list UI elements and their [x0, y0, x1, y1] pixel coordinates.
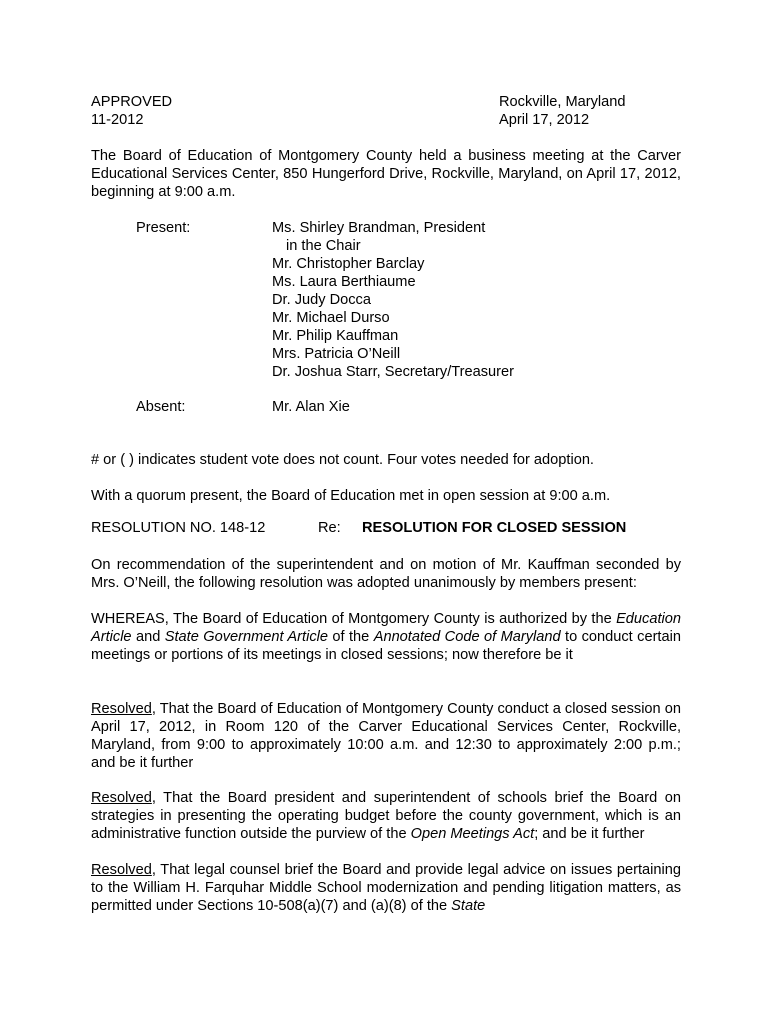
resolved-paragraph-3 — [91, 861, 681, 915]
present-member: Mr. Philip Kauffman — [272, 328, 399, 344]
meeting-date: April 17, 2012 — [499, 112, 590, 128]
quorum-statement: With a quorum present, the Board of Education met in open session at 9:00 a.m. — [91, 488, 611, 504]
absent-list — [272, 398, 350, 416]
whereas-lead: WHEREAS, The Board of Education of Montgomery County is authorized by the — [91, 611, 612, 627]
present-list — [272, 219, 514, 381]
resolved-label: Resolved — [91, 862, 152, 878]
absent-label: Absent: — [136, 399, 186, 415]
present-member: Mr. Michael Durso — [272, 310, 390, 326]
resolved-label: Resolved — [91, 701, 152, 717]
present-member: Dr. Judy Docca — [272, 292, 371, 308]
whereas-paragraph — [91, 610, 681, 664]
resolved-paragraph-1 — [91, 700, 681, 772]
present-member: Dr. Joshua Starr, Secretary/Treasurer — [272, 364, 514, 380]
resolved-text: , That legal counsel brief the Board and provide legal advice on issues pertaining to the William H. Farquhar Middle School modernization and pending litigation matters, as permitted under Sections 10-508(a)(7) and (a)(8) of the — [91, 862, 681, 914]
present-member: Ms. Shirley Brandman, President — [272, 220, 486, 236]
resolved-text: , That the Board president and superintendent of schools brief the Board on strategies in presenting the operating budget before the county government, which is an administrative function outside the purview of the — [91, 790, 681, 842]
header-right — [499, 93, 626, 129]
resolved-tail: ; and be it further — [534, 826, 645, 842]
state-government-article: State Government Article — [164, 629, 328, 645]
present-member: in the Chair — [286, 238, 361, 254]
resolution-number: RESOLUTION NO. 148-12 — [91, 520, 266, 536]
resolved-paragraph-2 — [91, 789, 681, 843]
resolution-title: RESOLUTION FOR CLOSED SESSION — [362, 520, 627, 536]
meeting-location: Rockville, Maryland — [499, 94, 626, 110]
state-reference: State — [451, 898, 486, 914]
resolved-text: , That the Board of Education of Montgomery County conduct a closed session on April 17, 2012, in Room 120 of the Carver Educational Services Center, Rockville, Maryland, from 9:00 to approximately 10:00 a.m. and 12:30 to approximately 2:00 p.m.; and be it further — [91, 701, 681, 771]
whereas-and: and — [135, 629, 161, 645]
resolution-re: Re: — [318, 520, 341, 536]
resolved-label: Resolved — [91, 790, 152, 806]
present-member: Ms. Laura Berthiaume — [272, 274, 416, 290]
annotated-code: Annotated Code of Maryland — [373, 629, 561, 645]
present-label: Present: — [136, 220, 191, 236]
header-left — [91, 93, 172, 129]
whereas-of-the: of the — [332, 629, 370, 645]
approval-status: APPROVED — [91, 94, 173, 110]
open-meetings-act: Open Meetings Act — [410, 826, 535, 842]
absent-member: Mr. Alan Xie — [272, 399, 350, 415]
whereas-rest: to conduct certain meetings or portions of its meetings in closed sessions; now therefore be it — [91, 629, 681, 663]
present-member: Mr. Christopher Barclay — [272, 256, 425, 272]
recommendation-paragraph: On recommendation of the superintendent and on motion of Mr. Kauffman seconded by Mrs. O’Neill, the following resolution was adopted unanimously by members present: — [91, 557, 681, 591]
intro-paragraph: The Board of Education of Montgomery County held a business meeting at the Carver Educational Services Center, 850 Hungerford Drive, Rockville, Maryland, on April 17, 2012, beginning at 9:00 a.m. — [91, 148, 681, 200]
vote-note: # or ( ) indicates student vote does not count. Four votes needed for adoption. — [91, 452, 594, 468]
present-member: Mrs. Patricia O’Neill — [272, 346, 401, 362]
minutes-number: 11-2012 — [91, 112, 144, 128]
education-article: Education Article — [91, 611, 681, 645]
